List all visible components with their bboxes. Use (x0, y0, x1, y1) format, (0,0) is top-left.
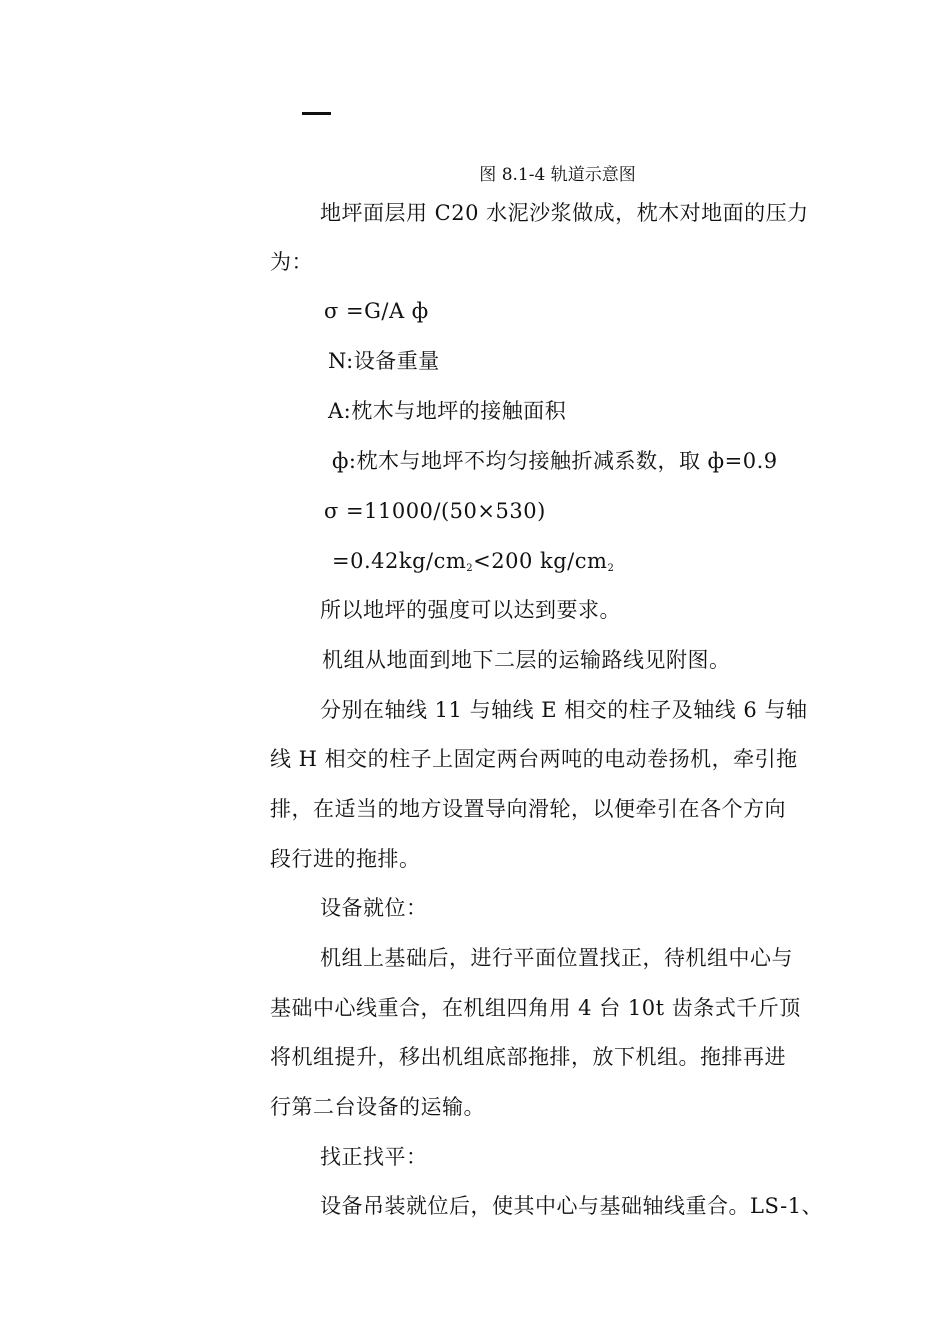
paragraph-line: 所以地坪的强度可以达到要求。 (320, 598, 621, 622)
paragraph-line: 地坪面层用 C20 水泥沙浆做成，枕木对地面的压力 (320, 201, 809, 225)
paragraph-line: 机组从地面到地下二层的运输路线见附图。 (322, 648, 731, 672)
paragraph-line: 行第二台设备的运输。 (270, 1095, 485, 1119)
paragraph-line: 排，在适当的地方设置导向滑轮，以便牵引在各个方向 (270, 797, 786, 821)
paragraph-line: 为： (270, 250, 313, 274)
formula-result-part2: <200 kg/cm (473, 549, 608, 573)
definition-phi: ф:枕木与地坪不均匀接触折减系数，取 ф=0.9 (332, 449, 778, 473)
superscript: 2 (466, 563, 474, 574)
formula-calculation: σ =11000/(50×530) (324, 499, 546, 523)
definition-n: N:设备重量 (328, 349, 440, 373)
horizontal-rule (302, 112, 331, 115)
definition-a: A:枕木与地坪的接触面积 (328, 399, 567, 423)
formula-result (332, 547, 614, 580)
paragraph-line: 设备吊装就位后，使其中心与基础轴线重合。LS-1、 (320, 1194, 824, 1218)
paragraph-line: 将机组提升，移出机组底部拖排，放下机组。拖排再进 (270, 1045, 786, 1069)
section-heading: 设备就位： (320, 896, 428, 920)
paragraph-line: 机组上基础后，进行平面位置找正，待机组中心与 (320, 946, 793, 970)
formula-sigma: σ =G/A ф (324, 299, 429, 323)
paragraph-line: 段行进的拖排。 (270, 847, 421, 871)
superscript: 2 (607, 563, 615, 574)
formula-result-part1: =0.42kg/cm (332, 549, 467, 573)
paragraph-line: 基础中心线重合，在机组四角用 4 台 10t 齿条式千斤顶 (270, 996, 801, 1020)
section-heading: 找正找平： (320, 1145, 428, 1169)
paragraph-line: 线 H 相交的柱子上固定两台两吨的电动卷扬机，牵引拖 (270, 747, 798, 771)
paragraph-line: 分别在轴线 11 与轴线 E 相交的柱子及轴线 6 与轴 (320, 698, 808, 722)
figure-caption: 图 8.1-4 轨道示意图 (479, 165, 636, 185)
